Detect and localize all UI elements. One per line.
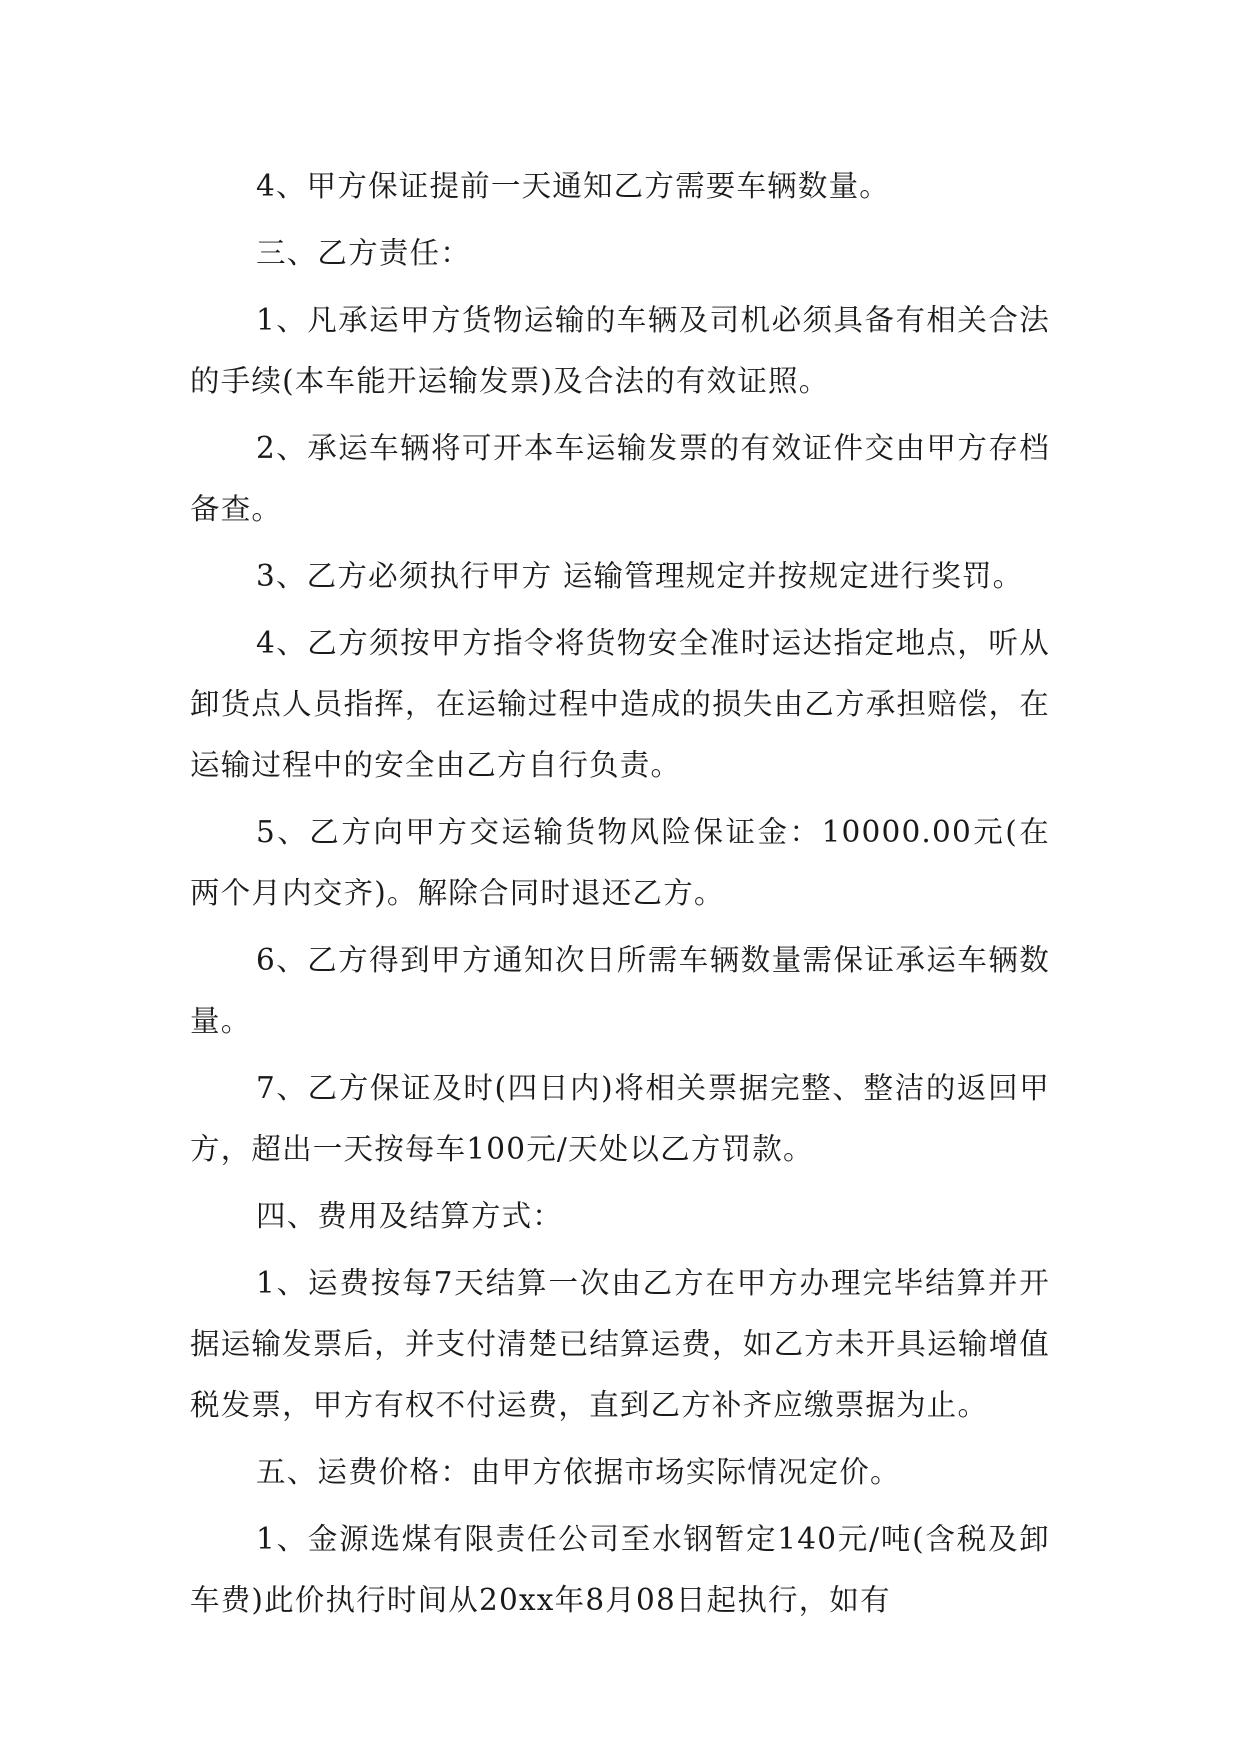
- section-heading: 四、费用及结算方式：: [256, 1199, 564, 1233]
- clause-paragraph: 4、乙方须按甲方指令将货物安全准时运达指定地点，听从卸货点人员指挥，在运输过程中造成的损失由乙方承担赔偿，在运输过程中的安全由乙方自行负责。: [190, 626, 1050, 782]
- clause-paragraph: 7、乙方保证及时(四日内)将相关票据完整、整洁的返回甲方，超出一天按每车100元/天处以乙方罚款。: [190, 1071, 1050, 1166]
- contract-body: [190, 156, 1050, 1637]
- section-heading: 五、运费价格：由甲方依据市场实际情况定价。: [256, 1455, 901, 1489]
- clause-paragraph: 6、乙方得到甲方通知次日所需车辆数量需保证承运车辆数量。: [190, 943, 1050, 1038]
- clause-paragraph: 1、运费按每7天结算一次由乙方在甲方办理完毕结算并开据运输发票后，并支付清楚已结算运费，如乙方未开具运输增值税发票，甲方有权不付运费，直到乙方补齐应缴票据为止。: [190, 1266, 1050, 1422]
- clause-paragraph: 1、金源选煤有限责任公司至水钢暂定140元/吨(含税及卸车费)此价执行时间从20xx年8月08日起执行，如有: [190, 1522, 1050, 1617]
- clause-paragraph: 3、乙方必须执行甲方 运输管理规定并按规定进行奖罚。: [256, 559, 1024, 593]
- clause-paragraph: 4、甲方保证提前一天通知乙方需要车辆数量。: [256, 169, 890, 203]
- clause-paragraph: 5、乙方向甲方交运输货物风险保证金：10000.00元(在两个月内交齐)。解除合同时退还乙方。: [190, 815, 1050, 910]
- section-heading: 三、乙方责任：: [256, 236, 471, 270]
- clause-paragraph: 2、承运车辆将可开本车运输发票的有效证件交由甲方存档备查。: [190, 431, 1050, 526]
- clause-paragraph: 1、凡承运甲方货物运输的车辆及司机必须具备有相关合法的手续(本车能开运输发票)及合法的有效证照。: [190, 303, 1050, 398]
